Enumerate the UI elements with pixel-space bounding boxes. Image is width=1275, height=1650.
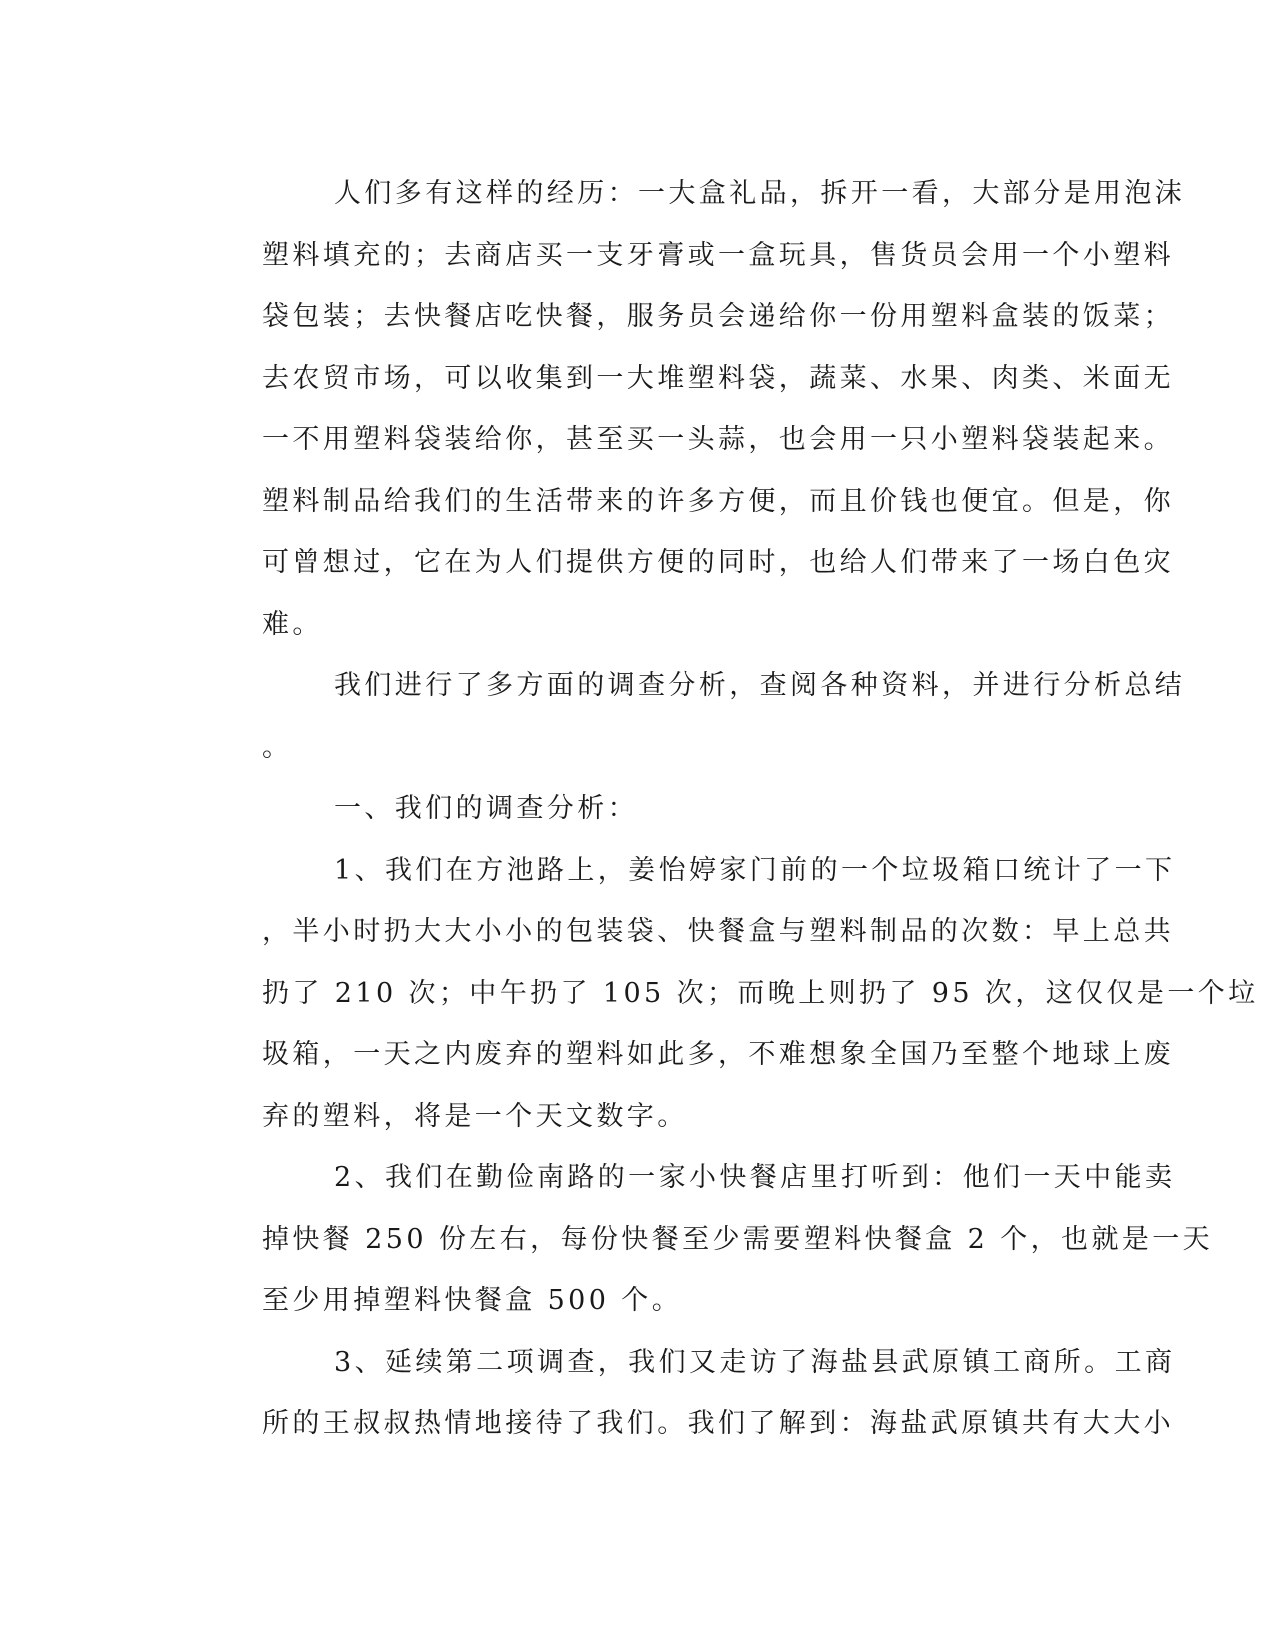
section-heading	[190, 778, 1080, 840]
paragraph-survey-2	[190, 1147, 1214, 1332]
text-line: 1、我们在方池路上，姜怡婷家门前的一个垃圾箱口统计了一下	[334, 854, 1176, 886]
text-line: 我们进行了多方面的调查分析，查阅各种资料，并进行分析总结	[334, 670, 1186, 701]
paragraph-research-summary	[190, 655, 1186, 778]
text-line: ，半小时扔大大小小的包装袋、快餐盒与塑料制品的次数：早上总共	[262, 916, 1174, 947]
text-line: 所的王叔叔热情地接待了我们。我们了解到：海盐武原镇共有大大小	[262, 1408, 1174, 1439]
heading-line: 一、我们的调查分析：	[334, 793, 638, 824]
text-line: 圾箱，一天之内废弃的塑料如此多，不难想象全国乃至整个地球上废	[262, 1039, 1174, 1070]
text-line: 2、我们在勤俭南路的一家小快餐店里打听到：他们一天中能卖	[334, 1162, 1176, 1193]
text-line: 可曾想过，它在为人们提供方便的同时，也给人们带来了一场白色灾	[262, 547, 1174, 578]
text-line: 去农贸市场，可以收集到一大堆塑料袋，蔬菜、水果、肉类、米面无	[262, 362, 1174, 394]
text-line: 难。	[262, 608, 323, 640]
paragraph-survey-3	[190, 1332, 1176, 1455]
text-line: 3、延续第二项调查，我们又走访了海盐县武原镇工商所。工商	[334, 1346, 1176, 1378]
text-line: 人们多有这样的经历：一大盒礼品，拆开一看，大部分是用泡沫	[334, 178, 1186, 209]
text-line: 塑料填充的；去商店买一支牙膏或一盒玩具，售货员会用一个小塑料	[262, 239, 1174, 271]
text-line: 掉快餐 250 份左右，每份快餐至少需要塑料快餐盒 2 个，也就是一天	[262, 1223, 1214, 1255]
text-line: 弃的塑料，将是一个天文数字。	[262, 1100, 688, 1132]
paragraph-survey-1	[190, 840, 1259, 1148]
text-line: 一不用塑料袋装给你，甚至买一头蒜，也会用一只小塑料袋装起来。	[262, 424, 1174, 455]
document-body	[190, 163, 1259, 1455]
paragraph-intro	[190, 163, 1186, 655]
text-line: 扔了 210 次；中午扔了 105 次；而晚上则扔了 95 次，这仅仅是一个垃	[262, 977, 1259, 1009]
text-line: 至少用掉塑料快餐盒 500 个。	[262, 1285, 683, 1316]
text-line: 袋包装；去快餐店吃快餐，服务员会递给你一份用塑料盒装的饭菜；	[262, 301, 1174, 332]
text-line: 。	[262, 731, 293, 763]
text-line: 塑料制品给我们的生活带来的许多方便，而且价钱也便宜。但是，你	[262, 485, 1174, 517]
